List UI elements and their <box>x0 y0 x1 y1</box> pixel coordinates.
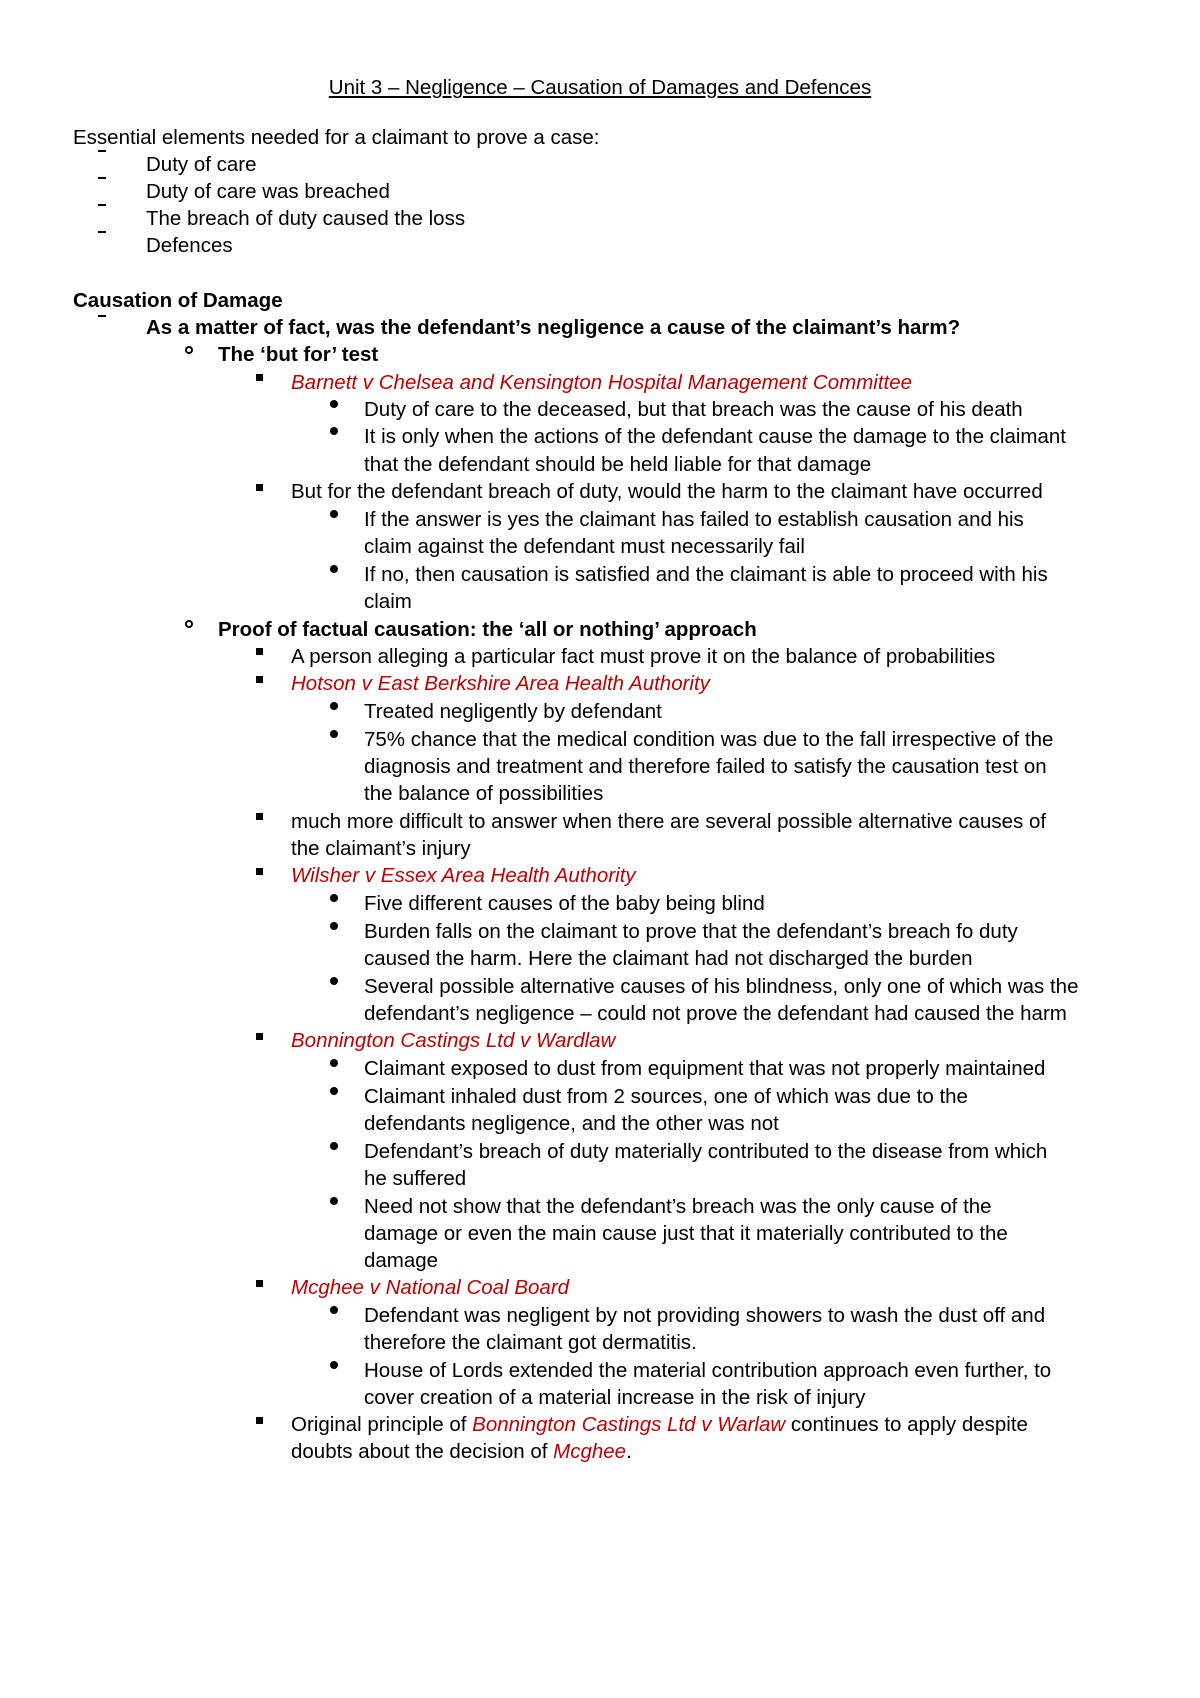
bullet-text: defendants negligence, and the other was not <box>364 1112 779 1135</box>
page-title: Unit 3 – Negligence – Causation of Damages and Defences <box>328 76 872 99</box>
subheading-but-for: The ‘but for’ test <box>218 343 379 366</box>
point-text: much more difficult to answer when there are several possible alternative causes of <box>291 810 1047 833</box>
dash-marker <box>98 150 106 152</box>
square-marker <box>256 1417 263 1424</box>
element-item: The breach of duty caused the loss <box>146 207 466 230</box>
point-text: the claimant’s injury <box>291 837 471 860</box>
bullet-marker <box>330 400 338 408</box>
causation-question: As a matter of fact, was the defendant’s negligence a cause of the claimant’s harm? <box>146 316 961 339</box>
case-name: Mcghee <box>553 1440 627 1463</box>
bullet-text: Need not show that the defendant’s breach was the only cause of the <box>364 1195 992 1218</box>
bullet-marker <box>330 427 338 435</box>
dash-marker <box>98 231 106 233</box>
case-name: Wilsher v Essex Area Health Authority <box>291 864 636 887</box>
bullet-marker <box>330 1306 338 1314</box>
bullet-text: Duty of care to the deceased, but that breach was the cause of his death <box>364 398 1023 421</box>
point-text: A person alleging a particular fact must prove it on the balance of probabilities <box>291 645 996 668</box>
circle-marker <box>185 346 193 354</box>
bullet-text: Defendant’s breach of duty materially contributed to the disease from which <box>364 1140 1048 1163</box>
final-point <box>291 1411 1028 1438</box>
final-text: . <box>626 1440 632 1463</box>
bullet-text: damage or even the main cause just that it materially contributed to the <box>364 1222 1008 1245</box>
final-point-line2 <box>291 1438 632 1465</box>
bullet-text: caused the harm. Here the claimant had not discharged the burden <box>364 947 973 970</box>
bullet-marker <box>330 730 338 738</box>
dash-marker <box>98 204 106 206</box>
bullet-text: cover creation of a material increase in the risk of injury <box>364 1386 866 1409</box>
case-name: Bonnington Castings Ltd v Warlaw <box>472 1413 786 1436</box>
bullet-text: House of Lords extended the material contribution approach even further, to <box>364 1359 1052 1382</box>
section-heading: Causation of Damage <box>73 289 283 312</box>
square-marker <box>256 1033 263 1040</box>
bullet-text: defendant’s negligence – could not prove the defendant had caused the harm <box>364 1002 1067 1025</box>
point-text: But for the defendant breach of duty, would the harm to the claimant have occurred <box>291 480 1043 503</box>
case-name: Mcghee v National Coal Board <box>291 1276 570 1299</box>
bullet-marker <box>330 1142 338 1150</box>
case-name: Barnett v Chelsea and Kensington Hospital Management Committee <box>291 371 913 394</box>
bullet-text: It is only when the actions of the defendant cause the damage to the claimant <box>364 425 1067 448</box>
bullet-marker <box>330 1087 338 1095</box>
bullet-marker <box>330 894 338 902</box>
bullet-text: claim against the defendant must necessarily fail <box>364 535 805 558</box>
bullet-text: Claimant inhaled dust from 2 sources, one of which was due to the <box>364 1085 968 1108</box>
element-item: Duty of care was breached <box>146 180 390 203</box>
bullet-marker <box>330 922 338 930</box>
square-marker <box>256 648 263 655</box>
square-marker <box>256 868 263 875</box>
bullet-marker <box>330 1361 338 1369</box>
element-item: Defences <box>146 234 233 257</box>
bullet-text: If the answer is yes the claimant has failed to establish causation and his <box>364 508 1024 531</box>
square-marker <box>256 374 263 381</box>
bullet-text: Several possible alternative causes of his blindness, only one of which was the <box>364 975 1079 998</box>
circle-marker <box>185 620 193 628</box>
bullet-text: claim <box>364 590 412 613</box>
final-text: doubts about the decision of <box>291 1440 554 1463</box>
bullet-marker <box>330 1197 338 1205</box>
final-text: Original principle of <box>291 1413 473 1436</box>
bullet-marker <box>330 510 338 518</box>
square-marker <box>256 484 263 491</box>
intro-text: Essential elements needed for a claimant to prove a case: <box>73 126 600 149</box>
bullet-text: Burden falls on the claimant to prove that the defendant’s breach fo duty <box>364 920 1018 943</box>
bullet-text: 75% chance that the medical condition was due to the fall irrespective of the <box>364 728 1054 751</box>
bullet-text: therefore the claimant got dermatitis. <box>364 1331 697 1354</box>
bullet-marker <box>330 565 338 573</box>
element-item: Duty of care <box>146 153 257 176</box>
bullet-marker <box>330 977 338 985</box>
bullet-text: that the defendant should be held liable for that damage <box>364 453 872 476</box>
case-name: Hotson v East Berkshire Area Health Authority <box>291 672 710 695</box>
bullet-text: damage <box>364 1249 439 1272</box>
case-name: Bonnington Castings Ltd v Wardlaw <box>291 1029 616 1052</box>
bullet-text: Treated negligently by defendant <box>364 700 662 723</box>
bullet-text: Five different causes of the baby being blind <box>364 892 765 915</box>
bullet-text: the balance of possibilities <box>364 782 604 805</box>
bullet-marker <box>330 702 338 710</box>
bullet-text: If no, then causation is satisfied and the claimant is able to proceed with his <box>364 563 1048 586</box>
bullet-text: Claimant exposed to dust from equipment that was not properly maintained <box>364 1057 1046 1080</box>
bullet-text: he suffered <box>364 1167 467 1190</box>
final-text: continues to apply despite <box>785 1413 1028 1436</box>
square-marker <box>256 1280 263 1287</box>
dash-marker <box>98 315 106 317</box>
dash-marker <box>98 177 106 179</box>
bullet-text: diagnosis and treatment and therefore failed to satisfy the causation test on <box>364 755 1047 778</box>
subheading-proof: Proof of factual causation: the ‘all or nothing’ approach <box>218 618 757 641</box>
square-marker <box>256 676 263 683</box>
bullet-marker <box>330 1059 338 1067</box>
square-marker <box>256 813 263 820</box>
bullet-text: Defendant was negligent by not providing showers to wash the dust off and <box>364 1304 1046 1327</box>
